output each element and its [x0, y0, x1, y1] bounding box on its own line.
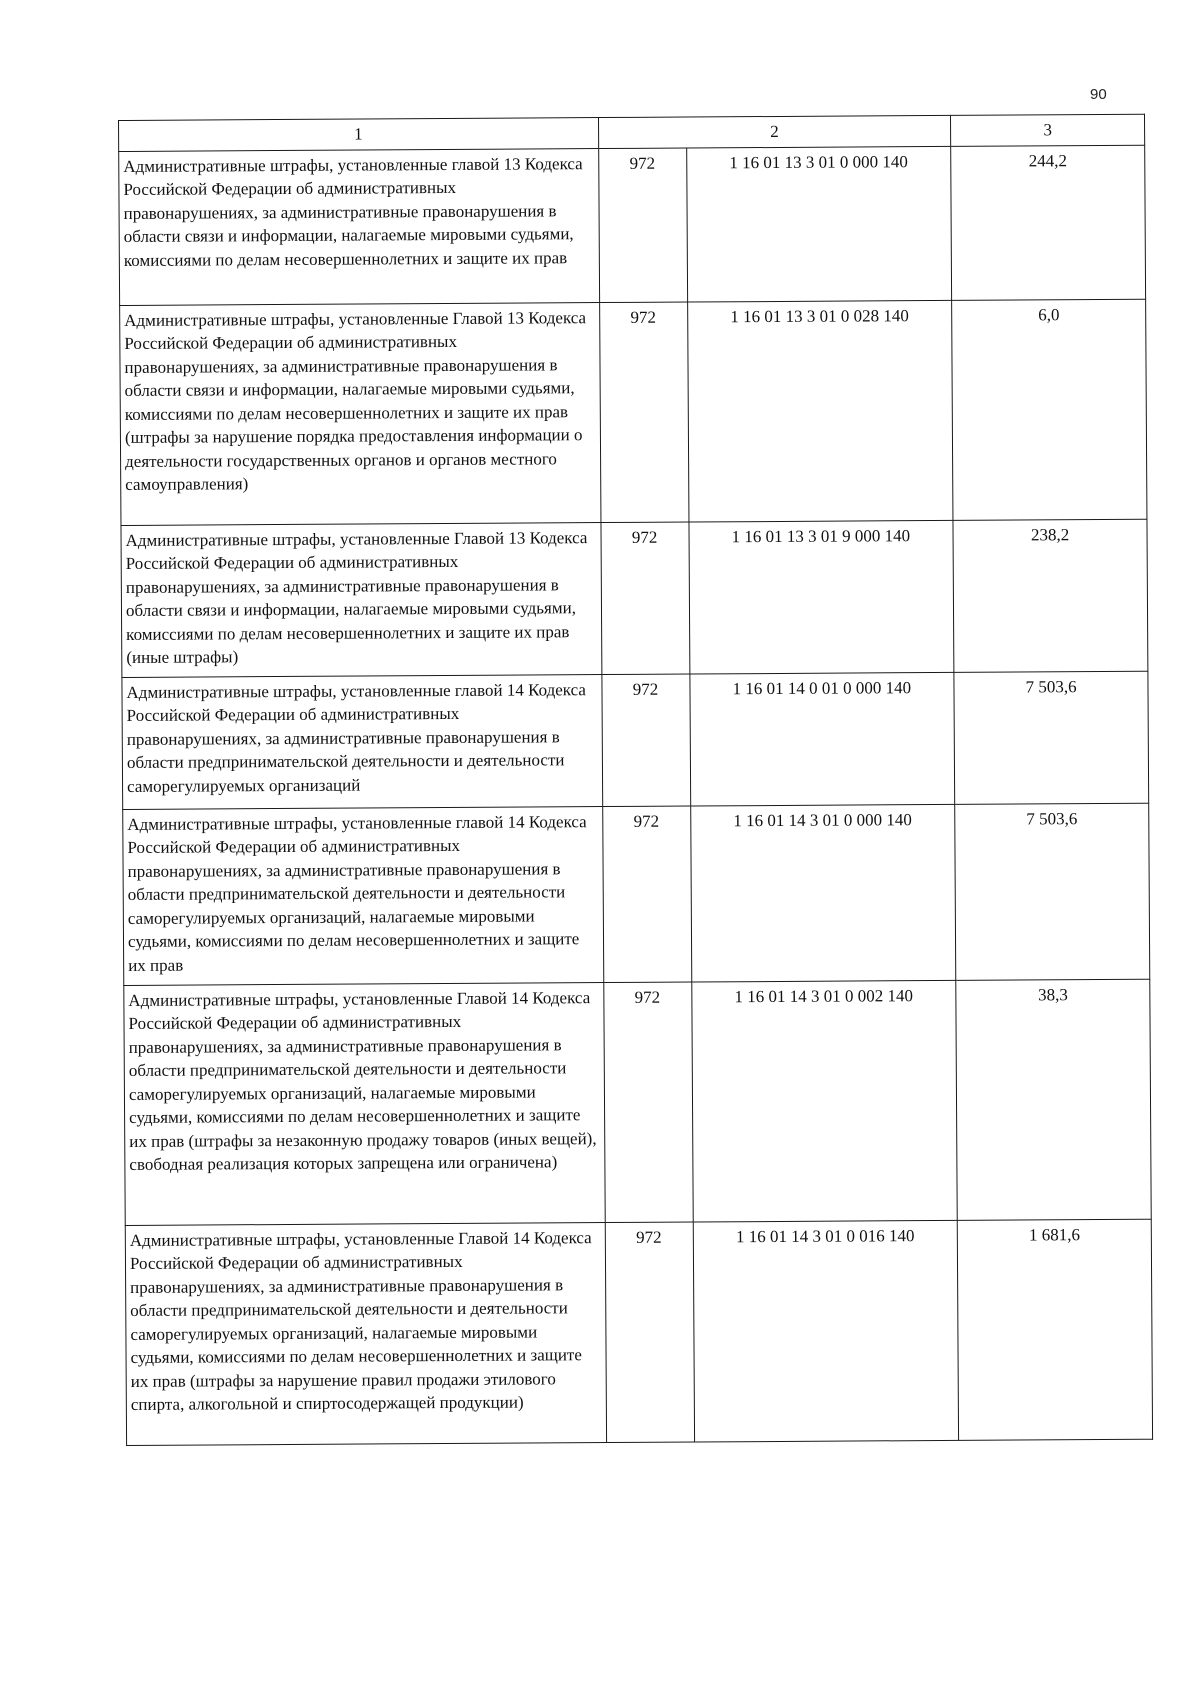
row-amount: 244,2 [951, 145, 1146, 300]
row-admin-code: 972 [602, 806, 691, 983]
row-amount: 1 681,6 [957, 1219, 1152, 1440]
row-admin-code: 972 [605, 1222, 694, 1443]
row-kbk-code: 1 16 01 14 3 01 0 016 140 [693, 1220, 959, 1442]
row-admin-code: 972 [601, 674, 690, 807]
row-kbk-code: 1 16 01 13 3 01 0 028 140 [687, 300, 953, 522]
row-admin-code: 972 [601, 522, 690, 675]
table-row [125, 1219, 1152, 1445]
row-amount: 7 503,6 [954, 671, 1149, 804]
table-row [120, 299, 1147, 525]
row-amount: 238,2 [953, 519, 1148, 672]
row-kbk-code: 1 16 01 14 3 01 0 002 140 [691, 980, 957, 1222]
row-kbk-code: 1 16 01 13 3 01 0 000 140 [686, 146, 952, 302]
column-header-3: 3 [951, 114, 1145, 146]
row-description: Административные штрафы, установленные Главой 14 Кодекса Российской Федерации об административных правонарушениях, за административные правонарушения в области предпринимательской деятельности и деятельности саморегулируемых организаций, налагаемые мировыми судьями, комиссиями по делам несовершеннолетних и защите их прав (штрафы за нарушение правил продажи этилового спирта, алкогольной и спиртосодержащей продукции) [125, 1222, 606, 1445]
row-admin-code: 972 [599, 302, 688, 523]
row-kbk-code: 1 16 01 14 0 01 0 000 140 [689, 672, 954, 806]
row-description: Административные штрафы, установленные Главой 13 Кодекса Российской Федерации об административных правонарушениях, за административные правонарушения в области связи и информации, налагаемые мировыми судьями, комиссиями по делам несовершеннолетних и защите их прав (штрафы за нарушение порядка предоставления информации о деятельности государственных органов и органов местного самоуправления) [120, 302, 601, 525]
row-kbk-code: 1 16 01 13 3 01 9 000 140 [688, 520, 954, 674]
table-row [119, 145, 1146, 305]
revenue-table [118, 114, 1153, 1446]
column-header-1: 1 [119, 118, 599, 151]
row-description: Административные штрафы, установленные главой 14 Кодекса Российской Федерации об административных правонарушениях, за административные правонарушения в области предпринимательской деятельности и деятельности саморегулируемых организаций [122, 674, 602, 809]
row-amount: 38,3 [956, 979, 1151, 1220]
column-header-2: 2 [598, 115, 951, 148]
row-amount: 7 503,6 [955, 803, 1150, 980]
row-description: Административные штрафы, установленные Главой 13 Кодекса Российской Федерации об административных правонарушениях, за административные правонарушения в области связи и информации, налагаемые мировыми судьями, комиссиями по делам несовершеннолетних и защите их прав (иные штрафы) [121, 522, 601, 677]
row-admin-code: 972 [603, 982, 692, 1223]
table-row [122, 671, 1149, 809]
row-kbk-code: 1 16 01 14 3 01 0 000 140 [690, 804, 956, 982]
table-row [121, 519, 1148, 677]
row-admin-code: 972 [598, 148, 687, 303]
row-description: Административные штрафы, установленные Главой 14 Кодекса Российской Федерации об административных правонарушениях, за административные правонарушения в области предпринимательской деятельности и деятельности саморегулируемых организаций, налагаемые мировыми судьями, комиссиями по делам несовершеннолетних и защите их прав (штрафы за незаконную продажу товаров (иных вещей), свободная реализация которых запрещена или ограничена) [124, 982, 605, 1225]
row-description: Административные штрафы, установленные главой 13 Кодекса Российской Федерации об административных правонарушениях, за административные правонарушения в области связи и информации, налагаемые мировыми судьями, комиссиями по делам несовершеннолетних и защите их прав [119, 148, 600, 305]
table-row [123, 803, 1150, 985]
row-amount: 6,0 [952, 299, 1147, 520]
table-row [124, 979, 1151, 1225]
row-description: Административные штрафы, установленные главой 14 Кодекса Российской Федерации об административных правонарушениях, за административные правонарушения в области предпринимательской деятельности и деятельности саморегулируемых организаций, налагаемые мировыми судьями, комиссиями по делам несовершеннолетних и защите их прав [123, 806, 604, 985]
page-number: 90 [1090, 86, 1107, 103]
